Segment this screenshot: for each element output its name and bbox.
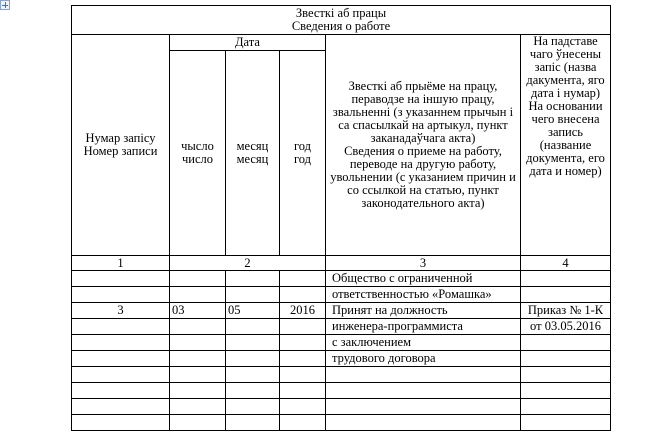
cell-no[interactable] [72,271,170,287]
cell-basis[interactable] [521,367,611,383]
table-title-row [72,6,611,35]
cell-month[interactable] [226,319,280,335]
cell-year[interactable] [280,335,326,351]
cell-basis[interactable] [521,383,611,399]
cell-info[interactable]: ответственностью «Ромашка» [326,287,521,303]
cell-info[interactable]: инженера-программиста [326,319,521,335]
table-row [72,287,611,303]
cell-no[interactable] [72,335,170,351]
cell-day[interactable] [170,319,226,335]
month-header[interactable] [226,51,280,256]
cell-info[interactable]: с заключением [326,335,521,351]
column-number-2[interactable]: 2 [170,256,326,271]
info-label-by: Звесткі аб прыёме на працу, пераводзе на іншую працу, звальненні (з указаннем прычын і са спасылкай на артыкул, пункт заканадаўчага акта) [332,79,514,145]
table-row [72,415,611,431]
cell-basis[interactable] [521,415,611,431]
title-ru: Сведения о работе [291,19,391,33]
cell-year[interactable] [280,399,326,415]
info-label-ru: Сведения о приеме на работу, переводе на другую работу, увольнении (с указанием причин и со ссылкой на статью, пункт законодательного акта) [330,144,516,210]
cell-day[interactable]: 03 [170,303,226,319]
cell-day[interactable] [170,383,226,399]
cell-info[interactable] [326,383,521,399]
cell-basis[interactable]: Приказ № 1-К [521,303,611,319]
cell-month[interactable]: 05 [226,303,280,319]
record-no-header[interactable] [72,35,170,256]
basis-header[interactable] [521,35,611,256]
month-label-by: месяц [236,139,269,153]
month-label-ru: месяц [236,152,269,166]
basis-label-ru: На основании чего внесена запись (название документа, его дата и номер) [526,99,605,178]
cell-month[interactable] [226,335,280,351]
cell-year[interactable] [280,271,326,287]
cell-month[interactable] [226,383,280,399]
cell-info[interactable] [326,367,521,383]
cell-basis[interactable] [521,287,611,303]
cell-day[interactable] [170,351,226,367]
table-row [72,319,611,335]
cell-no[interactable] [72,415,170,431]
cell-basis[interactable] [521,351,611,367]
cell-month[interactable] [226,287,280,303]
record-no-label-ru: Номер записи [83,144,158,158]
table-row [72,383,611,399]
cell-basis[interactable] [521,335,611,351]
cell-no[interactable] [72,367,170,383]
cell-year[interactable] [280,351,326,367]
cell-month[interactable] [226,415,280,431]
year-label-by: год [293,139,312,153]
column-number-row [72,256,611,271]
year-header[interactable] [280,51,326,256]
cell-month[interactable] [226,367,280,383]
cell-year[interactable] [280,415,326,431]
cell-info[interactable]: трудового договора [326,351,521,367]
basis-label-by: На падставе чаго ўнесены запіс (назва дакумента, яго дата і нумар) [526,34,605,100]
cell-day[interactable] [170,399,226,415]
cell-day[interactable] [170,415,226,431]
cell-month[interactable] [226,399,280,415]
cell-basis[interactable] [521,271,611,287]
work-record-table [71,5,611,431]
cell-info[interactable]: Принят на должность [326,303,521,319]
table-row [72,335,611,351]
cell-no[interactable] [72,383,170,399]
cell-year[interactable]: 2016 [280,303,326,319]
column-number-1[interactable]: 1 [72,256,170,271]
cell-no[interactable]: 3 [72,303,170,319]
table-move-handle-icon[interactable] [0,0,10,10]
cell-info[interactable]: Общество с ограниченной [326,271,521,287]
cell-month[interactable] [226,351,280,367]
record-no-label-by: Нумар запісу [85,131,156,145]
day-label-ru: число [181,152,213,166]
cell-basis[interactable] [521,399,611,415]
cell-day[interactable] [170,335,226,351]
info-header[interactable] [326,35,521,256]
year-label-ru: год [293,152,312,166]
cell-year[interactable] [280,287,326,303]
table-row [72,271,611,287]
cell-year[interactable] [280,367,326,383]
cell-no[interactable] [72,319,170,335]
table-title[interactable] [72,6,611,35]
cell-month[interactable] [226,271,280,287]
cell-year[interactable] [280,319,326,335]
table-row [72,351,611,367]
cell-no[interactable] [72,351,170,367]
column-number-3[interactable]: 3 [326,256,521,271]
cell-basis[interactable]: от 03.05.2016 [521,319,611,335]
cell-day[interactable] [170,287,226,303]
cell-day[interactable] [170,271,226,287]
day-header[interactable] [170,51,226,256]
cell-day[interactable] [170,367,226,383]
table-row [72,303,611,319]
cell-no[interactable] [72,399,170,415]
cell-info[interactable] [326,399,521,415]
column-number-4[interactable]: 4 [521,256,611,271]
date-header[interactable]: Дата [170,35,326,51]
cell-info[interactable] [326,415,521,431]
day-label-by: чысло [181,139,214,153]
cell-no[interactable] [72,287,170,303]
table-row [72,367,611,383]
title-by: Звесткі аб працы [295,6,387,20]
cell-year[interactable] [280,383,326,399]
table-row [72,399,611,415]
